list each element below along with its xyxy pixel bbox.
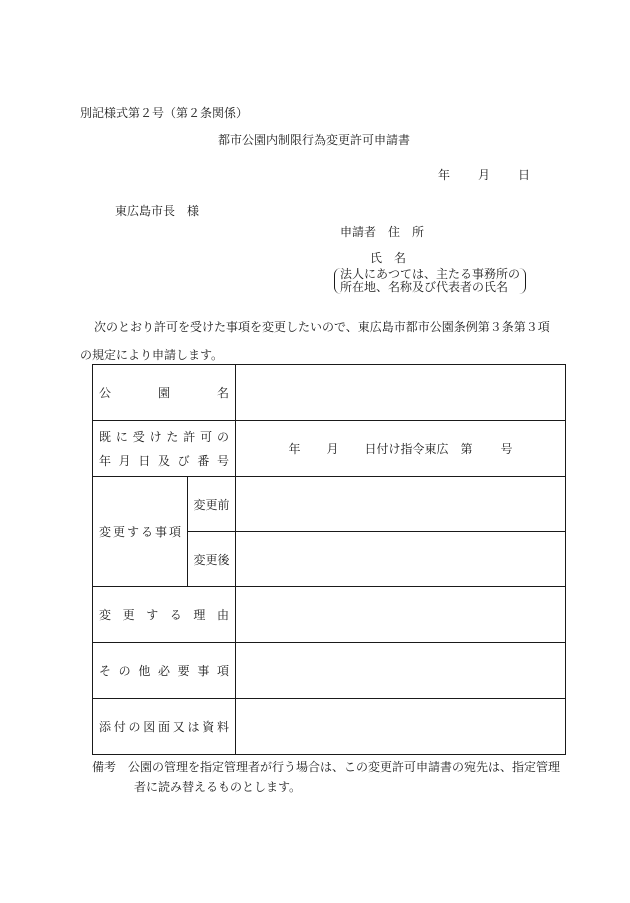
permit-label-cell xyxy=(93,421,236,477)
remarks xyxy=(92,757,560,797)
date-month: 月 xyxy=(478,168,491,182)
permit-number-prefix: 第 xyxy=(460,442,473,456)
table-row xyxy=(93,421,566,477)
attachments-label: 添付の図面又は資料 xyxy=(99,720,229,734)
attachments-field[interactable] xyxy=(236,699,566,755)
permit-label-line2: 年月日及び番号 xyxy=(99,453,229,468)
other-label: その他必要事項 xyxy=(99,664,229,678)
permit-day-ref: 日付け指令東広 xyxy=(364,442,449,456)
other-field[interactable] xyxy=(236,643,566,699)
applicant-name-label: 氏 名 xyxy=(370,251,407,265)
before-change-field[interactable] xyxy=(236,477,566,532)
table-row xyxy=(93,643,566,699)
after-change-field[interactable] xyxy=(236,532,566,587)
body-text: 次のとおり許可を受けた事項を変更したいので、東広島市都市公園条例第３条第３項の規定により申請します。 xyxy=(80,320,550,362)
change-items-label-cell xyxy=(93,477,188,587)
permit-number-suffix: 号 xyxy=(500,442,513,456)
reason-field[interactable] xyxy=(236,587,566,643)
corporation-note-line2: 所在地、名称及び代表者の氏名 xyxy=(340,280,509,294)
applicant-address-label: 申請者 住 所 xyxy=(340,225,425,239)
addressee: 東広島市長 様 xyxy=(115,204,200,218)
corporation-note xyxy=(334,268,526,294)
corporation-note-line1: 法人にあつては、主たる事務所の xyxy=(340,267,521,281)
reason-label: 変更する理由 xyxy=(99,608,229,622)
remarks-line1: 備考 公園の管理を指定管理者が行う場合は、この変更許可申請書の宛先は、指定管理 xyxy=(92,760,561,774)
permit-label-line1: 既に受けた許可の xyxy=(99,429,229,444)
change-items-label: 変更する事項 xyxy=(99,525,181,539)
table-row xyxy=(93,587,566,643)
permit-year: 年 xyxy=(288,442,301,456)
attachments-label-cell xyxy=(93,699,236,755)
reason-label-cell xyxy=(93,587,236,643)
document-title: 都市公園内制限行為変更許可申請書 xyxy=(218,133,411,147)
date-line xyxy=(438,166,530,183)
other-label-cell xyxy=(93,643,236,699)
park-name-field[interactable] xyxy=(236,365,566,421)
table-row xyxy=(93,365,566,421)
permit-date-number-field[interactable] xyxy=(236,421,566,477)
date-day: 日 xyxy=(518,168,531,182)
after-label: 変更後 xyxy=(188,532,236,587)
park-name-label-cell xyxy=(93,365,236,421)
table-row xyxy=(93,477,566,532)
application-table xyxy=(92,364,566,755)
park-name-label: 公 園 名 xyxy=(99,386,229,400)
table-row xyxy=(93,699,566,755)
permit-value-line xyxy=(236,440,565,457)
permit-month: 月 xyxy=(326,442,339,456)
remarks-line2: 者に読み替えるものとします。 xyxy=(134,780,302,794)
form-number: 別記様式第２号（第２条関係） xyxy=(80,106,249,120)
date-year: 年 xyxy=(438,168,451,182)
before-label: 変更前 xyxy=(188,477,236,532)
